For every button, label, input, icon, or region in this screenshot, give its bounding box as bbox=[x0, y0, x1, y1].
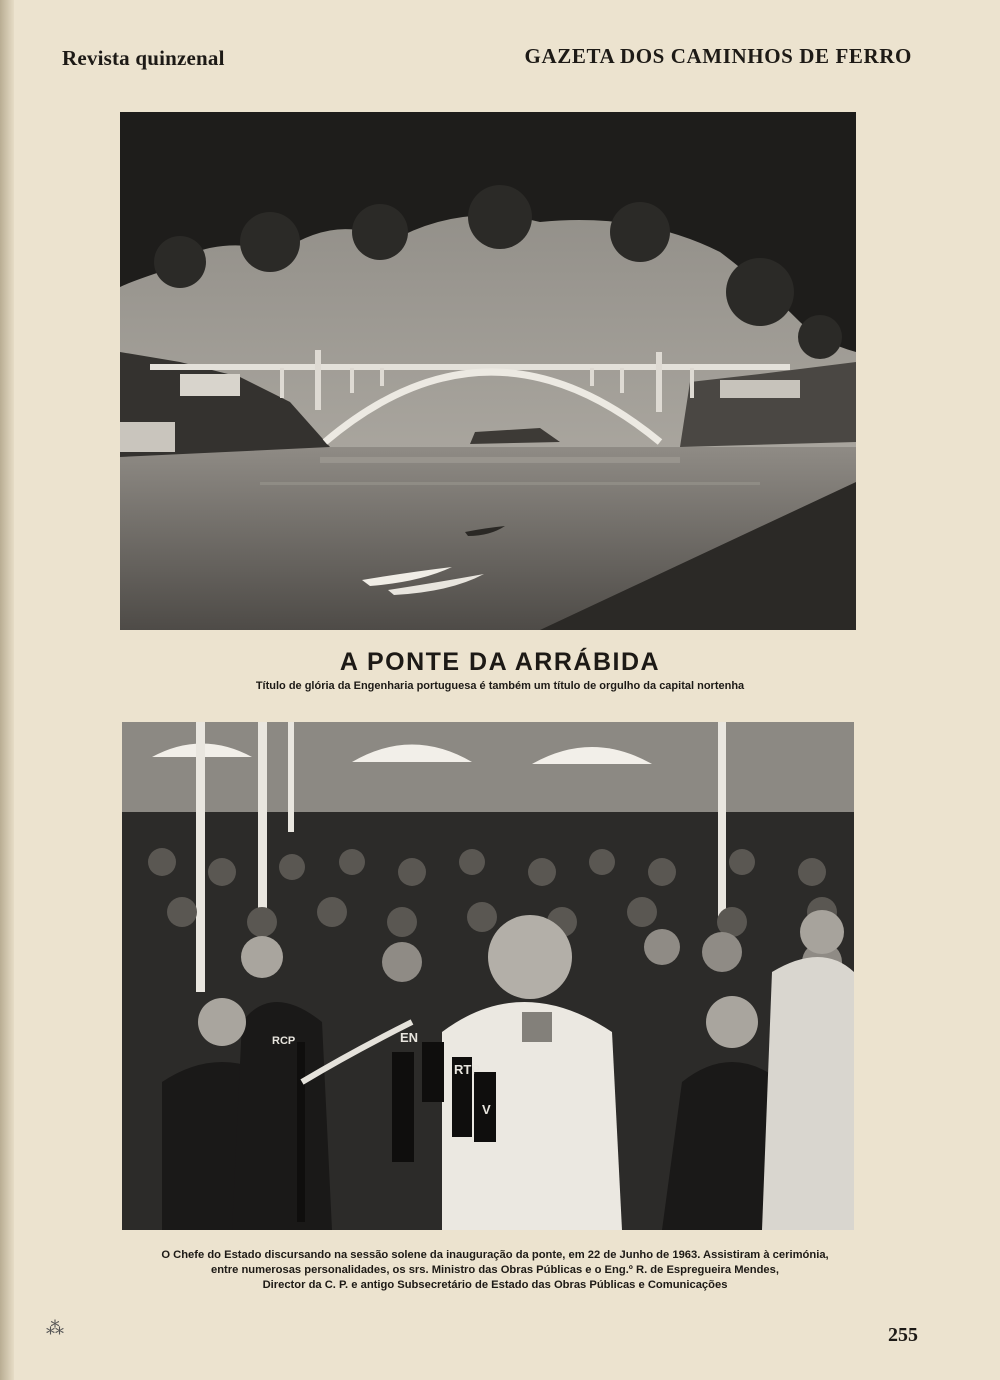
article-title: A PONTE DA ARRÁBIDA bbox=[339, 648, 661, 676]
caption-line-1: O Chefe do Estado discursando na sessão solene da inauguração da ponte, em 22 de Junho de 1963. Assistiram à cerimónia, bbox=[161, 1249, 829, 1261]
mic-label-v: V bbox=[482, 1102, 491, 1117]
magazine-frequency: Revista quinzenal bbox=[62, 46, 225, 70]
ink-smudge: ⁂ bbox=[46, 1318, 64, 1338]
mic-label-rcp: RCP bbox=[272, 1035, 296, 1047]
caption-line-3: Director da C. P. e antigo Subsecretário de Estado das Obras Públicas e Comunicações bbox=[262, 1279, 728, 1291]
caption-line-2: entre numerosas personalidades, os srs. Ministro das Obras Públicas e o Eng.º R. de Espregueira Mendes, bbox=[211, 1264, 779, 1276]
ceremony-photo bbox=[122, 722, 854, 1230]
bridge-photo bbox=[120, 112, 856, 630]
page-number: 255 bbox=[888, 1324, 918, 1346]
article-subtitle: Título de glória da Engenharia portuguesa é também um título de orgulho da capital nortenha bbox=[255, 680, 745, 692]
magazine-title: GAZETA DOS CAMINHOS DE FERRO bbox=[524, 44, 912, 68]
mic-label-rtp: RTP bbox=[454, 1062, 480, 1077]
mic-label-en: EN bbox=[400, 1030, 419, 1045]
photo-caption bbox=[110, 1248, 880, 1293]
